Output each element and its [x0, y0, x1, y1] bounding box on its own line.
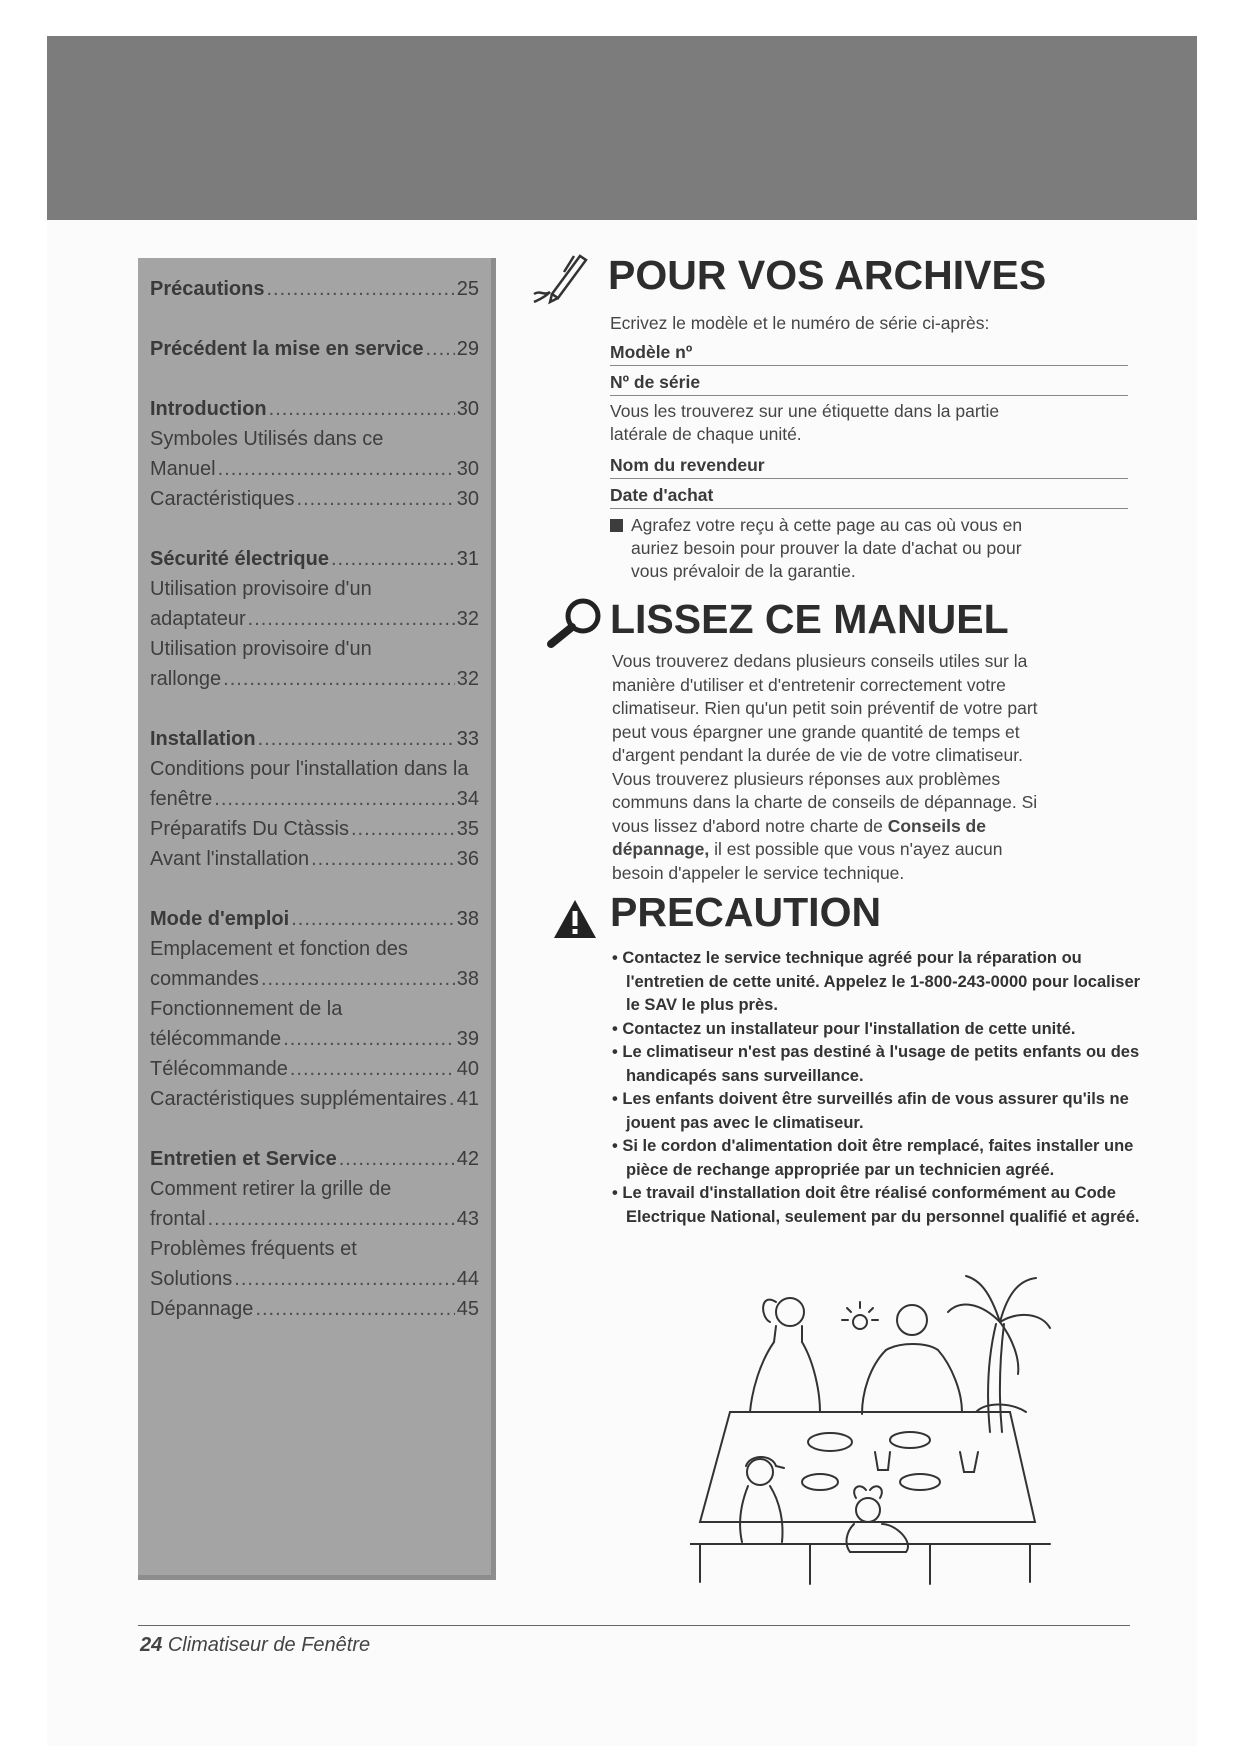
- toc-entry-wrap-line: Emplacement et fonction des: [150, 938, 408, 960]
- toc-leader-dots: [297, 484, 455, 514]
- pen-writing-icon: [530, 250, 592, 306]
- toc-entry-label: fenêtre: [150, 788, 213, 810]
- toc-page-number: 43: [456, 1208, 479, 1230]
- toc-entry-label: Introduction: [150, 398, 267, 420]
- toc-leader-dots: [291, 904, 455, 934]
- precaution-item: • Les enfants doivent être surveillés afin de vous assurer qu'ils ne jouent pas avec le climatiseur.: [612, 1088, 1142, 1135]
- manual-line: peut vous épargner une grande quantité de temps et: [612, 721, 1020, 742]
- toc-section-heading[interactable]: [150, 904, 479, 934]
- toc-entry[interactable]: [150, 844, 479, 874]
- toc-entry-label: rallonge: [150, 668, 222, 690]
- footer-title: Climatiseur de Fenêtre: [167, 1634, 371, 1656]
- toc-page-number: 38: [456, 908, 479, 930]
- toc-entry[interactable]: [150, 604, 479, 634]
- toc-page-number: 34: [456, 788, 479, 810]
- toc-leader-dots: [255, 1294, 454, 1324]
- toc-entry-label: Avant l'installation: [150, 848, 310, 870]
- family-picnic-illustration: [690, 1262, 1070, 1592]
- toc-page-number: 30: [456, 458, 479, 480]
- toc-entry[interactable]: [150, 1054, 479, 1084]
- toc-entry-label: Caractéristiques supplémentaires: [150, 1088, 447, 1110]
- toc-leader-dots: [311, 844, 455, 874]
- serial-number-field[interactable]: Nº de série: [610, 368, 1128, 396]
- toc-entry-label: commandes: [150, 968, 259, 990]
- troubleshooting-link-text-2: dépannage,: [612, 839, 710, 859]
- toc-page-number: 45: [456, 1298, 479, 1320]
- toc-entry-wrap-line: Utilisation provisoire d'un: [150, 578, 372, 600]
- toc-entry-label: Installation: [150, 728, 256, 750]
- precaution-item: • Le travail d'installation doit être réalisé conformément au Code Electrique National, seulement par du personnel qualifié et agréé.: [612, 1182, 1142, 1229]
- toc-entry-label: télécommande: [150, 1028, 282, 1050]
- toc-entry[interactable]: [150, 964, 479, 994]
- toc-page-number: 40: [456, 1058, 479, 1080]
- precaution-item: • Contactez un installateur pour l'installation de cette unité.: [612, 1018, 1142, 1042]
- toc-leader-dots: [223, 664, 455, 694]
- precaution-item: • Contactez le service technique agréé pour la réparation ou l'entretien de cette unité. Appelez le 1-800-243-0000 pour localiser le SAV le plus près.: [612, 947, 1142, 1018]
- toc-group: [150, 724, 479, 874]
- precaution-item: • Si le cordon d'alimentation doit être remplacé, faites installer une pièce de rechange appropriée par un technicien agréé.: [612, 1135, 1142, 1182]
- toc-leader-dots: [283, 1024, 455, 1054]
- toc-page-number: 25: [456, 278, 479, 300]
- toc-entry[interactable]: [150, 784, 479, 814]
- toc-page-number: 39: [456, 1028, 479, 1050]
- toc-page-number: 32: [456, 668, 479, 690]
- toc-entry[interactable]: [150, 1264, 479, 1294]
- serial-note-line-1: Vous les trouverez sur une étiquette dans la partie: [610, 401, 1000, 421]
- toc-group: [150, 334, 479, 364]
- troubleshooting-link-text: Conseils de: [887, 815, 986, 836]
- toc-leader-dots: [290, 1054, 455, 1084]
- page-number: 24: [140, 1634, 163, 1656]
- toc-entry-label: Préparatifs Du Ctàssis: [150, 818, 349, 840]
- manual-line: dépannage, il est possible que vous n'ayez aucun: [612, 839, 1003, 859]
- toc-entry[interactable]: [150, 484, 479, 514]
- archives-intro: Ecrivez le modèle et le numéro de série ci-après:: [610, 313, 990, 333]
- toc-page-number: 29: [456, 338, 479, 360]
- manual-line: Vous trouverez plusieurs réponses aux problèmes: [612, 768, 1001, 789]
- toc-entry-label: Mode d'emploi: [150, 908, 290, 930]
- staple-note-line-2: auriez besoin pour prouver la date d'achat ou pour: [631, 538, 1022, 558]
- toc-section-heading[interactable]: [150, 1144, 479, 1174]
- toc-entry-label: Caractéristiques: [150, 488, 295, 510]
- toc-leader-dots: [208, 1204, 455, 1234]
- toc-section-heading[interactable]: [150, 394, 479, 424]
- toc-entry-label: Manuel: [150, 458, 216, 480]
- manual-paragraph: [612, 650, 1132, 885]
- serial-note-line-2: latérale de chaque unité.: [610, 424, 802, 444]
- manual-line: d'argent pendant la durée de vie de votre climatiseur.: [612, 745, 1023, 765]
- table-of-contents: [138, 258, 496, 1580]
- toc-page-number: 42: [456, 1148, 479, 1170]
- staple-note-line-1: Agrafez votre reçu à cette page au cas où vous en: [610, 514, 1022, 538]
- toc-entry-label: Solutions: [150, 1268, 233, 1290]
- toc-entry[interactable]: [150, 1204, 479, 1234]
- toc-leader-dots: [266, 274, 454, 304]
- toc-page-number: 44: [456, 1268, 479, 1290]
- toc-entry-label: Télécommande: [150, 1058, 288, 1080]
- toc-leader-dots: [234, 1264, 454, 1294]
- square-bullet-icon: [610, 519, 623, 532]
- purchase-date-field[interactable]: Date d'achat: [610, 481, 1128, 509]
- toc-entry-wrap-line: Fonctionnement de la: [150, 998, 343, 1020]
- header-band: [47, 36, 1197, 220]
- footer: [140, 1634, 370, 1657]
- toc-section-heading[interactable]: [150, 544, 479, 574]
- toc-leader-dots: [449, 1084, 455, 1114]
- toc-page-number: 33: [456, 728, 479, 750]
- toc-leader-dots: [248, 604, 455, 634]
- toc-entry-label: Dépannage: [150, 1298, 254, 1320]
- manual-line: manière d'utiliser et d'entretenir correctement votre: [612, 674, 1006, 695]
- precaution-list: [612, 947, 1142, 1229]
- toc-leader-dots: [261, 964, 455, 994]
- manual-line: Vous trouverez dedans plusieurs conseils utiles sur la: [612, 651, 1028, 671]
- staple-note-line-3: vous prévaloir de la garantie.: [631, 561, 856, 581]
- toc-page-number: 30: [456, 488, 479, 510]
- toc-entry[interactable]: [150, 1294, 479, 1324]
- toc-leader-dots: [426, 334, 455, 364]
- toc-leader-dots: [269, 394, 455, 424]
- toc-leader-dots: [258, 724, 455, 754]
- footer-rule: [138, 1625, 1130, 1626]
- toc-page-number: 30: [456, 398, 479, 420]
- toc-entry[interactable]: [150, 454, 479, 484]
- toc-entry-label: adaptateur: [150, 608, 246, 630]
- dealer-name-field[interactable]: Nom du revendeur: [610, 451, 1128, 479]
- precaution-title: PRECAUTION: [610, 889, 882, 935]
- precaution-item: • Le climatiseur n'est pas destiné à l'usage de petits enfants ou des handicapés sans surveillance.: [612, 1041, 1142, 1088]
- toc-group: [150, 274, 479, 304]
- toc-entry-wrap-line: Utilisation provisoire d'un: [150, 638, 372, 660]
- manual-line: vous lissez d'abord notre charte de Conseils de: [612, 815, 986, 836]
- toc-leader-dots: [331, 544, 455, 574]
- toc-leader-dots: [214, 784, 454, 814]
- toc-page-number: 32: [456, 608, 479, 630]
- toc-section-heading[interactable]: [150, 334, 479, 364]
- toc-entry-label: Précautions: [150, 278, 265, 300]
- toc-group: [150, 1144, 479, 1324]
- archives-title: POUR VOS ARCHIVES: [608, 252, 1047, 298]
- toc-page-number: 38: [456, 968, 479, 990]
- manual-line: besoin d'appeler le service technique.: [612, 862, 905, 883]
- toc-entry[interactable]: [150, 664, 479, 694]
- toc-entry-label: frontal: [150, 1208, 206, 1230]
- toc-entry[interactable]: [150, 1024, 479, 1054]
- toc-leader-dots: [339, 1144, 455, 1174]
- model-number-field[interactable]: Modèle nº: [610, 338, 1128, 366]
- toc-entry[interactable]: [150, 814, 479, 844]
- toc-entry[interactable]: [150, 1084, 479, 1114]
- toc-entry-wrap-line: Problèmes fréquents et: [150, 1238, 357, 1260]
- toc-page-number: 31: [456, 548, 479, 570]
- toc-page-number: 35: [456, 818, 479, 840]
- toc-entry-label: Précédent la mise en service: [150, 338, 424, 360]
- toc-entry-wrap-line: Comment retirer la grille de: [150, 1178, 392, 1200]
- toc-page-number: 41: [456, 1088, 479, 1110]
- warning-triangle-icon: [552, 898, 598, 940]
- toc-entry-wrap-line: Symboles Utilisés dans ce: [150, 428, 384, 450]
- toc-page-number: 36: [456, 848, 479, 870]
- manual-title: LISSEZ CE MANUEL: [610, 596, 1009, 642]
- toc-entry-label: Entretien et Service: [150, 1148, 337, 1170]
- manual-line: climatiseur. Rien qu'un petit soin préventif de votre part: [612, 698, 1038, 718]
- toc-section-heading[interactable]: [150, 274, 479, 304]
- magnifier-icon: [545, 596, 607, 648]
- toc-entry-wrap-line: Conditions pour l'installation dans la: [150, 758, 469, 780]
- toc-section-heading[interactable]: [150, 724, 479, 754]
- toc-group: [150, 394, 479, 514]
- toc-entry-label: Sécurité électrique: [150, 548, 329, 570]
- toc-group: [150, 904, 479, 1114]
- toc-group: [150, 544, 479, 694]
- toc-leader-dots: [218, 454, 455, 484]
- manual-line: communs dans la charte de conseils de dépannage. Si: [612, 792, 1038, 812]
- toc-leader-dots: [351, 814, 455, 844]
